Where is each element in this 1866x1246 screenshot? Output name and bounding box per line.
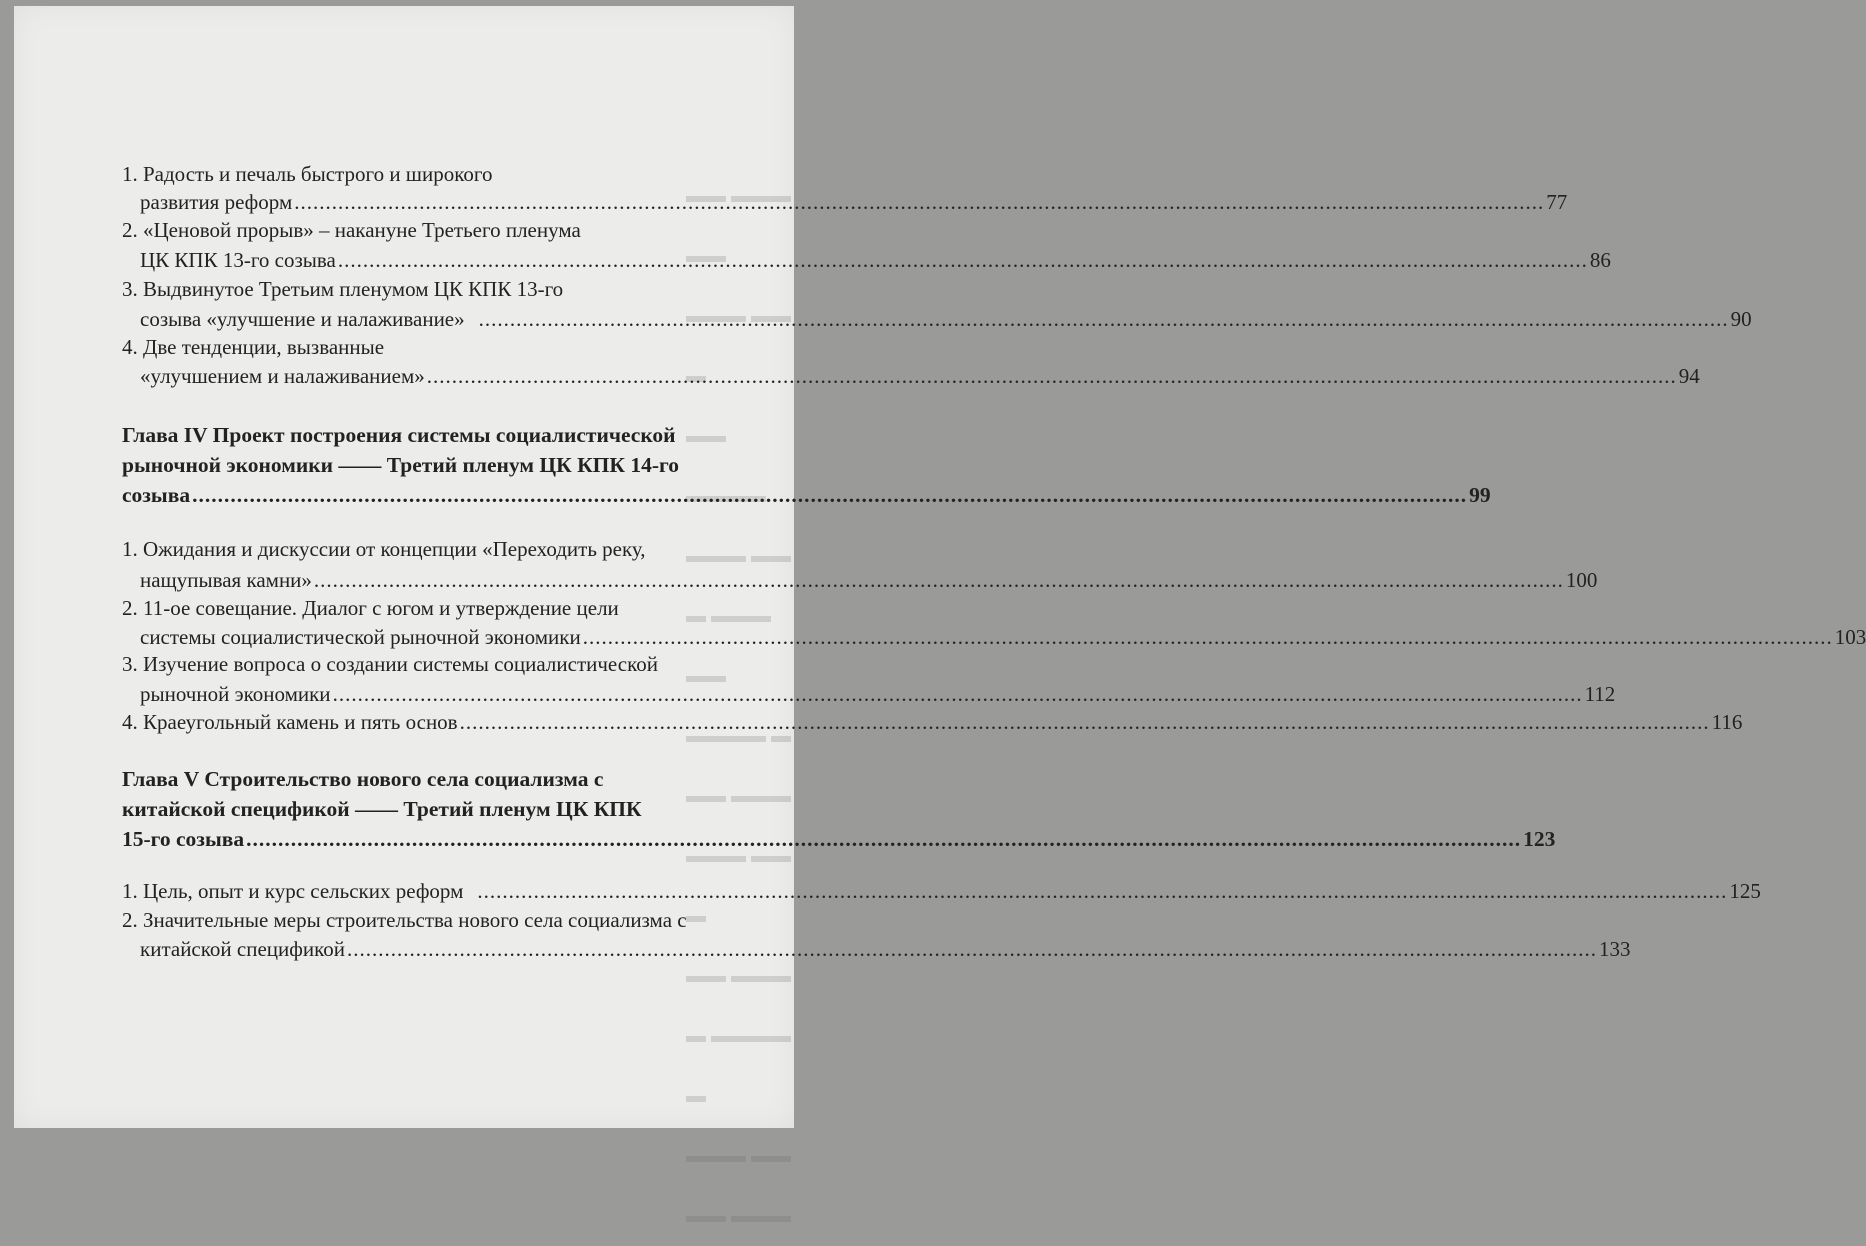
- page-number: 77: [1546, 190, 1568, 214]
- toc-entry-4-1-cont: [140, 566, 1598, 594]
- toc-entry-text: созыва «улучшение и налаживание»: [140, 307, 465, 331]
- dot-leader: [479, 305, 1729, 333]
- chapter-4-heading: [122, 421, 676, 449]
- toc-entry-1-2-cont: [140, 246, 1611, 274]
- page-number: 112: [1584, 682, 1616, 706]
- toc-entry-1-1-cont: [140, 188, 1568, 216]
- page-number: 103: [1834, 625, 1866, 649]
- chapter-title: созыва: [122, 483, 191, 507]
- dot-leader: [333, 680, 1583, 708]
- chapter-4-heading-end: [122, 481, 1491, 509]
- toc-entry-text: 1. Ожидания и дискуссии от концепции «Переходить реку,: [122, 537, 646, 561]
- toc-entry-text: 4. Краеугольный камень и пять основ: [122, 710, 458, 734]
- dot-leader: [460, 708, 1710, 736]
- toc-entry-4-1: [122, 535, 646, 563]
- dot-leader: [246, 825, 1521, 853]
- toc-entry-text: 1. Цель, опыт и курс сельских реформ: [122, 879, 464, 903]
- toc-entry-text: 2. 11-ое совещание. Диалог с югом и утверждение цели: [122, 596, 619, 620]
- page-number: 123: [1523, 827, 1556, 851]
- toc-entry-5-2: [122, 906, 687, 934]
- dot-leader: [583, 623, 1833, 651]
- toc-entry-text: «улучшением и налаживанием»: [140, 364, 425, 388]
- chapter-title: китайской спецификой —— Третий пленум ЦК КПК: [122, 797, 642, 821]
- toc-entry-4-2: [122, 594, 619, 622]
- toc-entry-4-3-cont: [140, 680, 1616, 708]
- chapter-4-heading-cont: [122, 451, 679, 479]
- toc-entry-text: системы социалистической рыночной экономики: [140, 625, 581, 649]
- toc-entry-5-1: [122, 877, 1761, 905]
- page-number: 133: [1598, 937, 1631, 961]
- toc-entry-text: нащупывая камни»: [140, 568, 312, 592]
- toc-entry-text: развития реформ: [140, 190, 293, 214]
- chapter-5-heading-end: [122, 825, 1556, 853]
- chapter-title: Глава V Строительство нового села социализма с: [122, 767, 604, 791]
- toc-entry-1-1: [122, 160, 492, 188]
- page-number: 94: [1678, 364, 1700, 388]
- toc-entry-1-4-cont: [140, 362, 1700, 390]
- toc-entry-text: рыночной экономики: [140, 682, 331, 706]
- page-number: 99: [1469, 483, 1491, 507]
- page-number: 116: [1711, 710, 1743, 734]
- chapter-5-heading: [122, 765, 603, 793]
- toc-entry-1-4: [122, 333, 384, 361]
- chapter-title: рыночной экономики —— Третий пленум ЦК КПК 14-го: [122, 453, 679, 477]
- page-number: 125: [1729, 879, 1761, 903]
- chapter-5-heading-cont: [122, 795, 642, 823]
- toc-entry-text: китайской спецификой: [140, 937, 345, 961]
- dot-leader: [294, 188, 1544, 216]
- toc-entry-1-2: [122, 216, 581, 244]
- toc-entry-text: 3. Выдвинутое Третьим пленумом ЦК КПК 13-го: [122, 277, 564, 301]
- chapter-title: Глава IV Проект построения системы социалистической: [122, 423, 676, 447]
- toc-entry-5-2-cont: [140, 935, 1631, 963]
- dot-leader: [347, 935, 1597, 963]
- toc-entry-1-3-cont: [140, 305, 1752, 333]
- toc-entry-text: 4. Две тенденции, вызванные: [122, 335, 385, 359]
- dot-leader: [477, 877, 1727, 905]
- toc-entry-4-4: [122, 708, 1743, 736]
- page-number: 86: [1589, 248, 1611, 272]
- toc-entry-text: 1. Радость и печаль быстрого и широкого: [122, 162, 493, 186]
- page-number: 90: [1730, 307, 1752, 331]
- dot-leader: [192, 481, 1467, 509]
- dot-leader: [338, 246, 1588, 274]
- toc-entry-text: ЦК КПК 13-го созыва: [140, 248, 336, 272]
- toc-entry-text: 2. Значительные меры строительства нового села социализма с: [122, 908, 687, 932]
- bleed-through-text: ▬▬ ▬▬▬ ▬▬ ▬▬▬ ▬▬ ▬ ▬▬ ▬▬▬▬ ▬▬▬ ▬▬ ▬ ▬▬▬ ▬▬ ▬▬▬▬ ▬ ▬▬ ▬▬▬ ▬▬▬ ▬▬ ▬ ▬▬ ▬▬▬ ▬ ▬▬▬▬ ▬ ▬▬▬ ▬▬ ▬▬ ▬▬▬: [686, 185, 791, 1227]
- dot-leader: [314, 566, 1564, 594]
- toc-entry-text: 3. Изучение вопроса о создании системы социалистической: [122, 652, 658, 676]
- toc-entry-4-3: [122, 650, 658, 678]
- toc-entry-4-2-cont: [140, 623, 1866, 651]
- dot-leader: [427, 362, 1677, 390]
- toc-entry-text: 2. «Ценовой прорыв» – накануне Третьего пленума: [122, 218, 581, 242]
- toc-entry-1-3: [122, 275, 563, 303]
- chapter-title: 15-го созыва: [122, 827, 245, 851]
- page-number: 100: [1565, 568, 1598, 592]
